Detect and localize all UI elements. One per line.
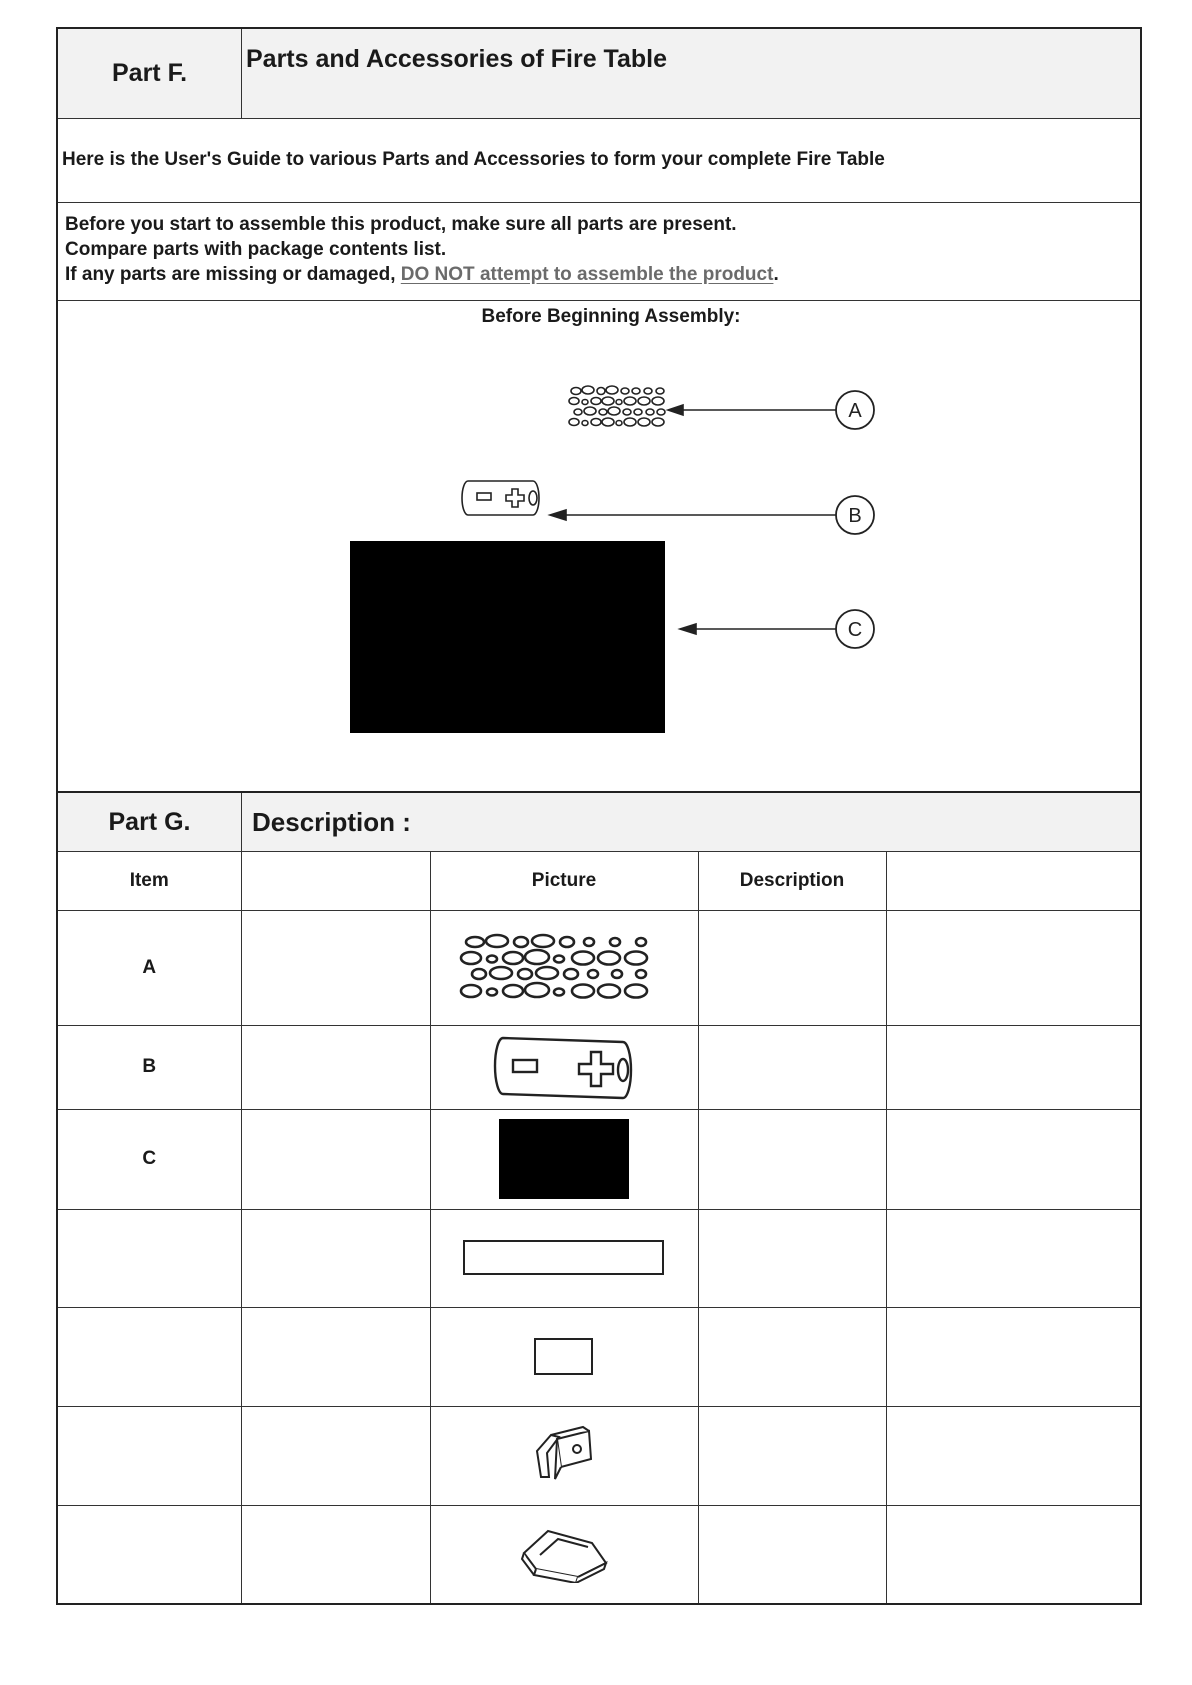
note-line-3 [65,262,1140,287]
item-cell: C [58,1109,241,1209]
stones-picture [459,932,669,1004]
picture-cell [430,1025,698,1109]
part-f-header [58,29,1140,119]
part-g-header [58,793,1140,852]
callout-a-label: A [848,400,862,422]
arrow-b-head [550,510,566,520]
assembly-notes [58,203,1140,301]
part-f-title: Parts and Accessories of Fire Table [246,45,667,73]
picture-cell [430,1406,698,1505]
note-line-3-suffix: . [773,264,779,285]
header-description: Description [698,852,886,910]
picture-cell [430,1307,698,1406]
part-g-label: Part G. [58,793,242,851]
table-row [58,910,1140,1025]
panel-illustration [350,541,665,733]
battery-illustration [462,481,539,515]
table-row [58,1505,1140,1603]
assembly-diagram [58,301,1140,793]
picture-cell [430,910,698,1025]
small-rectangle-picture [534,1338,594,1376]
callout-c-label: C [847,619,863,641]
stones-illustration [569,386,665,426]
parts-callout-diagram [58,301,1140,793]
item-cell [58,1505,241,1603]
item-cell: A [58,910,241,1025]
user-guide-text: Here is the User's Guide to various Parts and Accessories to form your complete Fire Table [58,119,1140,203]
note-line-1: Before you start to assemble this product, make sure all parts are present. [65,214,737,235]
callout-b-label: B [848,505,862,527]
arrow-a-head [668,405,683,415]
table-row [58,1209,1140,1307]
item-cell: B [58,1025,241,1109]
header-blank-2 [886,852,1140,910]
picture-cell [430,1505,698,1603]
long-rectangle-picture [463,1240,665,1276]
instruction-sheet [56,27,1142,1605]
panel-picture [499,1119,629,1199]
part-g-title: Description : [252,807,411,837]
battery-picture [489,1032,639,1102]
cap-picture [518,1525,610,1583]
arrow-c-head [680,624,696,634]
header-picture: Picture [430,852,698,910]
table-header-row [58,852,1140,910]
header-blank-1 [241,852,430,910]
table-row [58,1406,1140,1505]
bracket-picture [531,1425,597,1487]
assembly-title: Before Beginning Assembly: [481,306,741,327]
item-cell [58,1209,241,1307]
part-f-label: Part F. [58,29,242,118]
table-row [58,1109,1140,1209]
header-item: Item [58,852,241,910]
note-line-3-prefix: If any parts are missing or damaged, [65,264,401,285]
table-row [58,1307,1140,1406]
note-line-2: Compare parts with package contents list. [65,239,447,260]
picture-cell [430,1109,698,1209]
table-row [58,1025,1140,1109]
parts-table [58,852,1140,1603]
picture-cell [430,1209,698,1307]
item-cell [58,1406,241,1505]
item-cell [58,1307,241,1406]
warning-text: DO NOT attempt to assemble the product [400,264,774,285]
